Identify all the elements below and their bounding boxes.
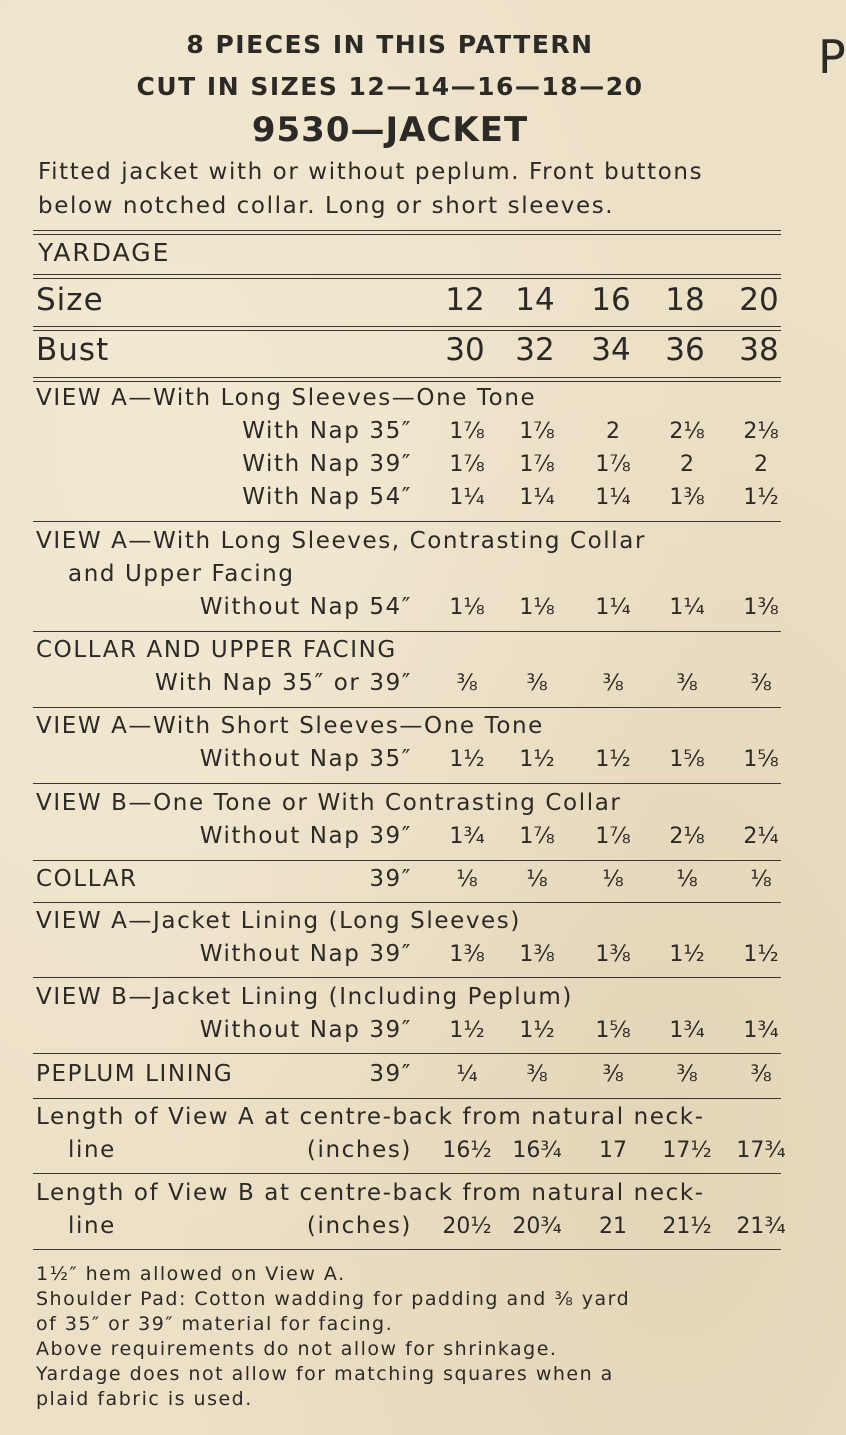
description-line-2: below notched collar. Long or short sleeves. (38, 193, 615, 219)
yardage-value: ⅛ (750, 867, 772, 892)
pieces-heading: 8 PIECES IN THIS PATTERN (186, 30, 594, 59)
row-label: 39″ (369, 1061, 412, 1087)
note-plaid-cont: plaid fabric is used. (36, 1388, 253, 1410)
note-shoulder-pad-cont: of 35″ or 39″ material for facing. (36, 1313, 394, 1335)
yardage-value: 1⅞ (449, 452, 485, 477)
note-hem: 1½″ hem allowed on View A. (36, 1263, 346, 1285)
note-plaid: Yardage does not allow for matching squares when a (36, 1363, 614, 1385)
section-heading: VIEW A—With Long Sleeves—One Tone (36, 385, 537, 411)
yardage-value: 1¾ (743, 1018, 779, 1043)
yardage-value: 1⅜ (669, 485, 705, 510)
section-rule (33, 860, 781, 861)
yardage-value: 2 (754, 452, 768, 477)
section-heading: and Upper Facing (68, 561, 295, 587)
yardage-value: 2⅛ (669, 419, 705, 444)
yardage-value: 1¾ (449, 824, 485, 849)
bust-rule (33, 377, 781, 382)
yardage-value: 1¼ (519, 485, 555, 510)
yardage-value: 2⅛ (743, 419, 779, 444)
bust-value: 36 (665, 332, 705, 368)
yardage-value: 21¾ (736, 1214, 786, 1239)
size-value: 16 (591, 282, 631, 318)
yardage-value: 20¾ (512, 1214, 562, 1239)
table-top-rule (33, 230, 781, 235)
section-rule (33, 902, 781, 903)
row-label: Without Nap 54″ (199, 594, 412, 620)
yardage-value: ⅜ (602, 671, 624, 696)
yardage-value: ⅛ (456, 867, 478, 892)
yardage-value: ⅜ (526, 671, 548, 696)
yardage-value: 1½ (743, 942, 779, 967)
yardage-value: 1⅝ (743, 747, 779, 772)
row-label: Without Nap 39″ (199, 823, 412, 849)
bust-value: 30 (445, 332, 485, 368)
yardage-value: 1⅞ (449, 419, 485, 444)
yardage-value: ⅛ (526, 867, 548, 892)
section-rule (33, 977, 781, 978)
yardage-value: 1¼ (595, 485, 631, 510)
row-label: (inches) (306, 1137, 412, 1163)
bust-value: 34 (591, 332, 631, 368)
section-heading: Length of View A at centre-back from natural neck- (36, 1104, 705, 1130)
yardage-value: 2⅛ (669, 824, 705, 849)
yardage-value: ⅜ (676, 671, 698, 696)
section-rule (33, 521, 781, 522)
bust-value: 38 (739, 332, 779, 368)
yardage-label: YARDAGE (38, 238, 171, 267)
size-value: 20 (739, 282, 779, 318)
section-rule (33, 783, 781, 784)
row-label: Without Nap 39″ (199, 941, 412, 967)
yardage-value: 1½ (743, 485, 779, 510)
yardage-value: 1¼ (669, 595, 705, 620)
row-label: With Nap 35″ (242, 418, 412, 444)
yardage-value: 16¾ (512, 1138, 562, 1163)
yardage-value: 1⅛ (449, 595, 485, 620)
bust-value: 32 (515, 332, 555, 368)
yardage-value: ⅜ (526, 1062, 548, 1087)
section-heading: VIEW B—One Tone or With Contrasting Collar (36, 790, 622, 816)
yardage-value: 1½ (595, 747, 631, 772)
section-heading: Length of View B at centre-back from natural neck- (36, 1180, 705, 1206)
section-rule (33, 707, 781, 708)
section-heading: VIEW A—Jacket Lining (Long Sleeves) (36, 908, 521, 934)
section-heading: COLLAR AND UPPER FACING (36, 637, 397, 663)
yardage-value: 17½ (662, 1138, 712, 1163)
section-heading: COLLAR (36, 866, 138, 892)
yardage-value: 21 (599, 1214, 627, 1239)
section-heading: VIEW B—Jacket Lining (Including Peplum) (36, 984, 574, 1010)
yardage-value: 17 (599, 1138, 627, 1163)
yardage-value: 17¾ (736, 1138, 786, 1163)
yardage-value: 2 (680, 452, 694, 477)
size-rule (33, 326, 781, 331)
yardage-value: 1¼ (595, 595, 631, 620)
section-rule (33, 631, 781, 632)
size-value: 18 (665, 282, 705, 318)
pattern-title: 9530—JACKET (251, 110, 529, 150)
yardage-value: 1½ (519, 747, 555, 772)
yardage-value: ⅜ (676, 1062, 698, 1087)
yardage-value: ⅛ (676, 867, 698, 892)
section-heading: VIEW A—With Short Sleeves—One Tone (36, 713, 544, 739)
yardage-value: 1⅜ (449, 942, 485, 967)
yardage-value: 1⅞ (595, 824, 631, 849)
section-heading: PEPLUM LINING (36, 1061, 234, 1087)
section-heading: VIEW A—With Long Sleeves, Contrasting Collar (36, 528, 647, 554)
row-label: (inches) (306, 1213, 412, 1239)
yardage-value: 1⅛ (519, 595, 555, 620)
row-label: With Nap 54″ (242, 484, 412, 510)
note-shrinkage: Above requirements do not allow for shrinkage. (36, 1338, 558, 1360)
sizes-heading: CUT IN SIZES 12—14—16—18—20 (136, 72, 644, 101)
yardage-value: ⅜ (750, 671, 772, 696)
bust-row-label: Bust (36, 332, 110, 368)
row-label: Without Nap 35″ (199, 746, 412, 772)
yardage-value: 1⅞ (519, 824, 555, 849)
cropped-edge-letter: P (818, 30, 846, 84)
yardage-value: 1⅝ (595, 1018, 631, 1043)
yardage-value: 1½ (669, 942, 705, 967)
yardage-value: 1⅞ (519, 419, 555, 444)
yardage-value: 1⅝ (669, 747, 705, 772)
yardage-value: 1⅞ (595, 452, 631, 477)
size-row-label: Size (36, 282, 104, 318)
description-line-1: Fitted jacket with or without peplum. Front buttons (38, 159, 704, 185)
size-value: 14 (515, 282, 555, 318)
yardage-value: 1½ (519, 1018, 555, 1043)
yardage-value: 1½ (449, 1018, 485, 1043)
yardage-value: ⅜ (750, 1062, 772, 1087)
yardage-value: 1⅞ (519, 452, 555, 477)
row-label: 39″ (369, 866, 412, 892)
yardage-rule (33, 274, 781, 279)
yardage-value: ⅜ (602, 1062, 624, 1087)
yardage-value: 2¼ (743, 824, 779, 849)
yardage-value: 1½ (449, 747, 485, 772)
section-rule (33, 1098, 781, 1099)
yardage-value: 1⅜ (743, 595, 779, 620)
yardage-value: 1¼ (449, 485, 485, 510)
yardage-value: 21½ (662, 1214, 712, 1239)
yardage-value: 1¾ (669, 1018, 705, 1043)
size-value: 12 (445, 282, 485, 318)
note-shoulder-pad: Shoulder Pad: Cotton wadding for padding and ⅜ yard (36, 1288, 631, 1310)
section-rule (33, 1173, 781, 1174)
yardage-value: 2 (606, 419, 620, 444)
section-rule (33, 1249, 781, 1250)
yardage-value: 1⅜ (519, 942, 555, 967)
yardage-value: ⅛ (602, 867, 624, 892)
row-label: Without Nap 39″ (199, 1017, 412, 1043)
section-rule (33, 1053, 781, 1054)
row-label: With Nap 35″ or 39″ (154, 670, 412, 696)
yardage-value: ¼ (456, 1062, 478, 1087)
yardage-value: ⅜ (456, 671, 478, 696)
yardage-value: 1⅜ (595, 942, 631, 967)
row-prefix: line (68, 1213, 116, 1239)
row-prefix: line (68, 1137, 116, 1163)
row-label: With Nap 39″ (242, 451, 412, 477)
yardage-value: 16½ (442, 1138, 492, 1163)
yardage-value: 20½ (442, 1214, 492, 1239)
